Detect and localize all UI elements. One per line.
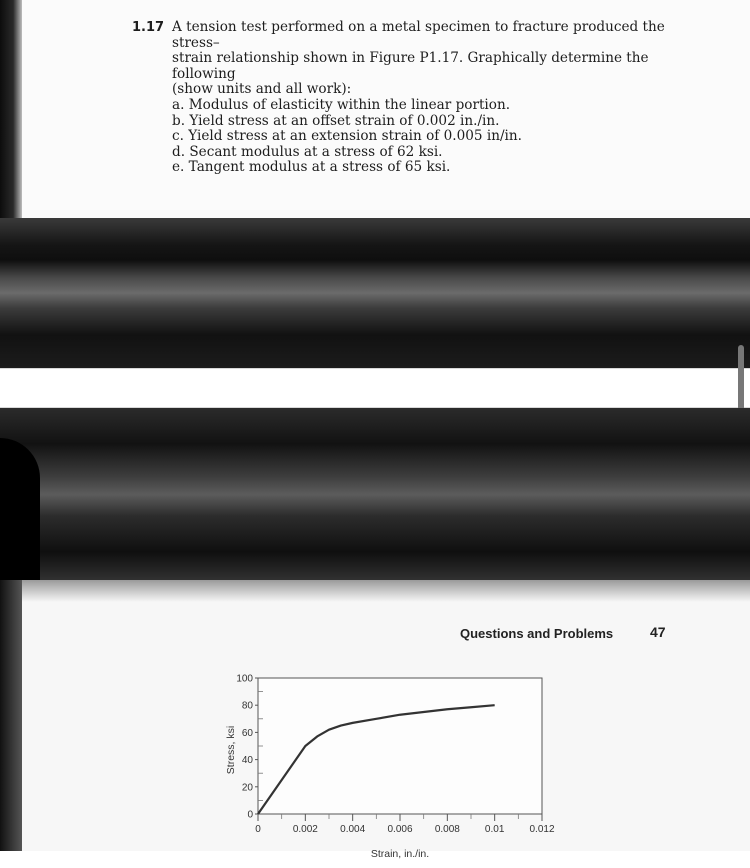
bottom-page — [22, 580, 750, 860]
page-number: 47 — [650, 624, 666, 640]
part-c: c. Yield stress at an extension strain of 0.005 in/in. — [172, 128, 522, 145]
problem-number: 1.17 — [132, 20, 165, 35]
x-tick-label: 0.008 — [434, 824, 460, 835]
dark-corner — [0, 438, 40, 588]
x-tick-label: 0.01 — [484, 824, 505, 835]
y-axis-label: Stress, ksi — [225, 725, 237, 775]
x-tick-label: 0.006 — [387, 824, 413, 835]
x-tick-label: 0.012 — [529, 824, 555, 835]
y-tick-label: 20 — [241, 782, 253, 794]
y-tick-label: 100 — [236, 673, 253, 685]
problem-parts — [172, 98, 712, 176]
top-page — [0, 0, 750, 240]
binding-shadow-top — [0, 218, 750, 368]
y-tick-label: 40 — [241, 755, 253, 767]
x-tick-label: 0.002 — [292, 824, 318, 835]
y-tick-label: 60 — [241, 727, 253, 739]
running-head: Questions and Problems — [460, 626, 614, 641]
stress-strain-chart — [210, 668, 610, 868]
chart-axes — [258, 678, 542, 814]
x-axis-ticks — [255, 814, 555, 835]
photo-divider — [0, 368, 750, 408]
x-axis-label: Strain, in./in. — [370, 848, 430, 860]
binding-shadow-bottom — [0, 408, 750, 588]
statement-line: A tension test performed on a metal specimen to fracture produced the stress– — [172, 19, 665, 51]
part-d: d. Secant modulus at a stress of 62 ksi. — [172, 143, 443, 160]
part-e: e. Tangent modulus at a stress of 65 ksi. — [172, 159, 451, 176]
statement-line: (show units and all work): — [172, 81, 352, 98]
statement-line: strain relationship shown in Figure P1.17. Graphically determine the following — [172, 50, 649, 82]
y-tick-label: 80 — [241, 700, 253, 712]
part-b: b. Yield stress at an offset strain of 0.002 in./in. — [172, 112, 500, 129]
plot-frame — [258, 678, 542, 814]
x-tick-label: 0.004 — [340, 824, 366, 835]
book-spine-shadow — [0, 0, 22, 240]
part-a: a. Modulus of elasticity within the linear portion. — [172, 96, 511, 113]
page-top-shade — [22, 580, 750, 602]
problem-text — [172, 20, 712, 176]
page-edge-shadow — [0, 580, 22, 851]
x-tick-label: 0 — [255, 824, 261, 835]
y-tick-label: 0 — [247, 809, 253, 821]
